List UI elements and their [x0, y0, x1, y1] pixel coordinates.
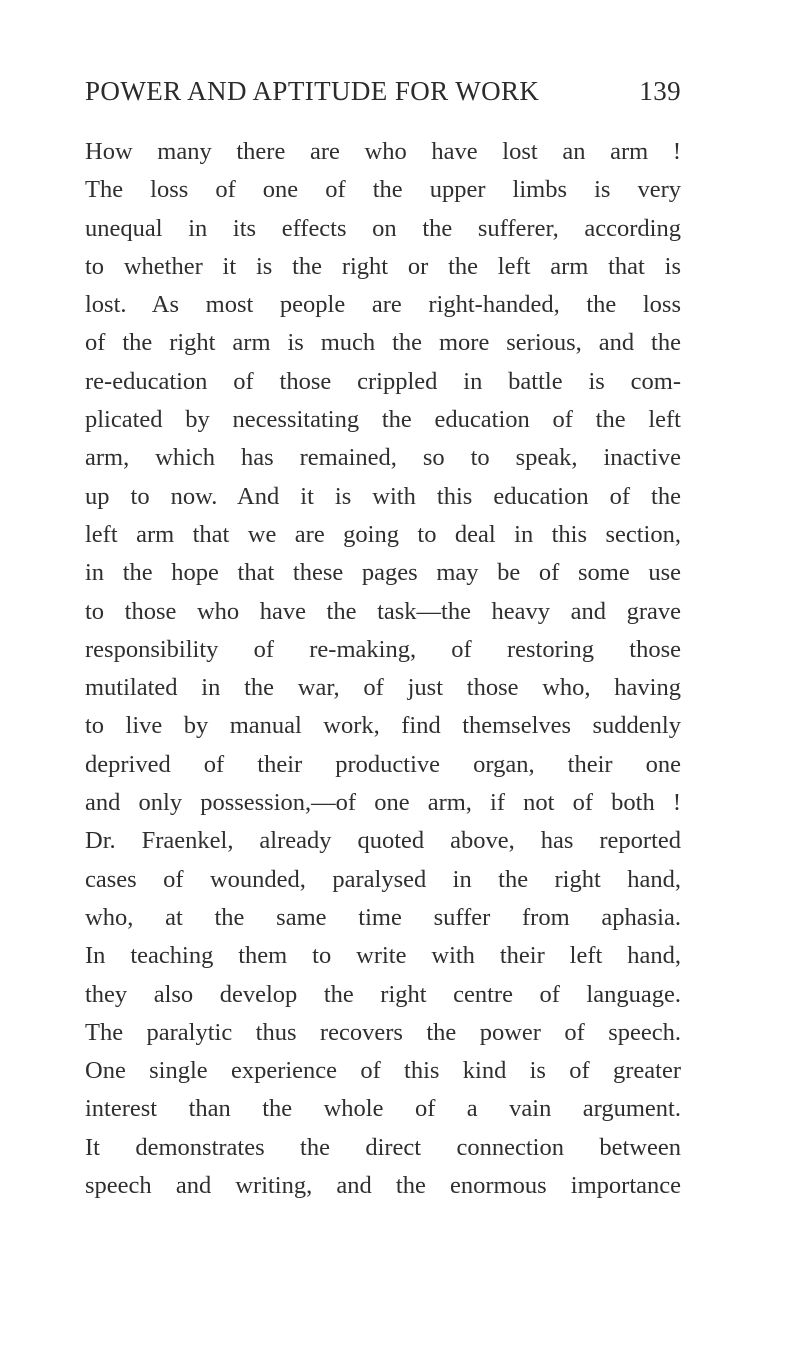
- text-line: The loss of one of the upper limbs is very: [85, 176, 681, 204]
- text-line: and only possession,—of one arm, if not of both !: [85, 789, 681, 817]
- text-line: interest than the whole of a vain argument.: [85, 1095, 681, 1123]
- body-text: [85, 133, 681, 1205]
- text-line: The paralytic thus recovers the power of speech.: [85, 1018, 681, 1046]
- text-line: in the hope that these pages may be of some use: [85, 559, 681, 587]
- text-line: of the right arm is much the more serious, and the: [85, 329, 681, 357]
- text-line: who, at the same time suffer from aphasia.: [85, 903, 681, 931]
- text-line: One single experience of this kind is of greater: [85, 1057, 681, 1085]
- text-line: to live by manual work, find themselves suddenly: [85, 712, 681, 740]
- text-line: cases of wounded, paralysed in the right hand,: [85, 865, 681, 893]
- text-line: mutilated in the war, of just those who, having: [85, 674, 681, 702]
- text-line: to those who have the task—the heavy and grave: [85, 597, 681, 625]
- text-line: responsibility of re-making, of restoring those: [85, 635, 681, 663]
- text-line: left arm that we are going to deal in this section,: [85, 520, 681, 548]
- text-line: re-education of those crippled in battle is com-: [85, 367, 681, 395]
- text-line: It demonstrates the direct connection between: [85, 1133, 681, 1161]
- page-number: 139: [639, 76, 681, 106]
- text-line: In teaching them to write with their left hand,: [85, 942, 681, 970]
- text-line: lost. As most people are right-handed, the loss: [85, 291, 681, 319]
- text-line: Dr. Fraenkel, already quoted above, has reported: [85, 827, 681, 855]
- running-title: POWER AND APTITUDE FOR WORK: [85, 76, 540, 106]
- text-line: they also develop the right centre of language.: [85, 980, 681, 1008]
- text-line: plicated by necessitating the education of the left: [85, 406, 681, 434]
- text-line: unequal in its effects on the sufferer, according: [85, 214, 681, 242]
- text-line: How many there are who have lost an arm !: [85, 138, 681, 165]
- running-head: [85, 76, 681, 116]
- text-line: to whether it is the right or the left arm that is: [85, 252, 681, 280]
- text-line: deprived of their productive organ, their one: [85, 750, 681, 778]
- text-line: up to now. And it is with this education of the: [85, 482, 681, 510]
- text-line: speech and writing, and the enormous importance: [85, 1172, 681, 1200]
- text-line: arm, which has remained, so to speak, inactive: [85, 444, 681, 472]
